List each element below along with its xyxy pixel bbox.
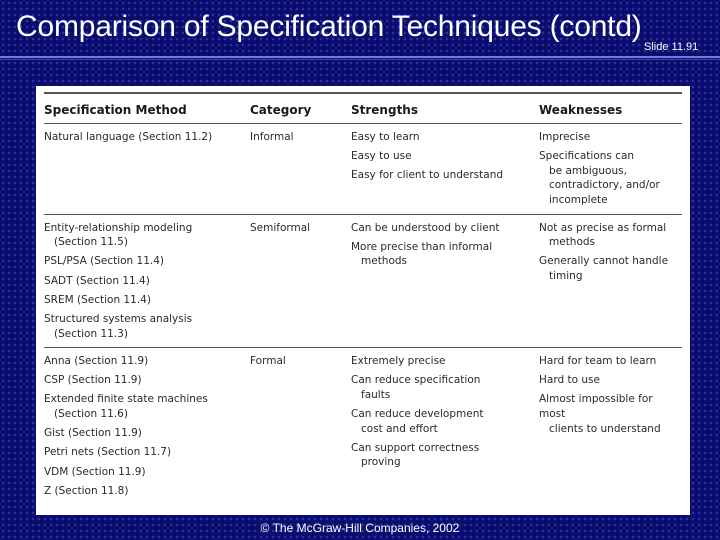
weakness-line: clients to understand bbox=[549, 422, 661, 435]
method-line: SADT (Section 11.4) bbox=[44, 274, 150, 287]
strength-item bbox=[351, 373, 539, 402]
method-line: Gist (Section 11.9) bbox=[44, 427, 142, 440]
strength-line: faults bbox=[361, 388, 391, 401]
weakness-line: Generally cannot handle bbox=[539, 255, 669, 268]
strength-line: Can reduce specification bbox=[351, 374, 481, 387]
weakness-line: Almost impossible for most bbox=[539, 393, 653, 421]
weakness-cell bbox=[539, 214, 682, 348]
strength-line: Can support correctness bbox=[351, 441, 480, 454]
weakness-line: Hard for team to learn bbox=[539, 355, 657, 368]
weakness-line: Not as precise as formal bbox=[539, 221, 667, 234]
method-item bbox=[44, 445, 250, 460]
method-line: VDM (Section 11.9) bbox=[44, 465, 146, 478]
title-rule bbox=[0, 56, 720, 58]
weakness-line: Hard to use bbox=[539, 374, 600, 387]
method-cell bbox=[44, 348, 250, 505]
title-rule-secondary bbox=[0, 59, 720, 60]
category-cell: Informal bbox=[250, 124, 351, 215]
weakness-cell bbox=[539, 348, 682, 505]
category-cell: Semiformal bbox=[250, 214, 351, 348]
strength-item bbox=[351, 168, 539, 183]
method-line: Z (Section 11.8) bbox=[44, 484, 129, 497]
weakness-item bbox=[539, 392, 682, 436]
method-cell bbox=[44, 124, 250, 215]
table-panel bbox=[36, 86, 690, 515]
weakness-item bbox=[539, 149, 682, 207]
method-line: PSL/PSA (Section 11.4) bbox=[44, 255, 165, 268]
header-row bbox=[44, 93, 682, 124]
weakness-line: be ambiguous, bbox=[549, 164, 627, 177]
weakness-line: contradictory, and/or bbox=[549, 179, 660, 192]
strength-item bbox=[351, 130, 539, 145]
strength-line: Easy to learn bbox=[351, 131, 420, 143]
method-item bbox=[44, 312, 250, 341]
strength-item bbox=[351, 149, 539, 164]
weakness-line: Specifications can bbox=[539, 150, 635, 163]
strength-line: More precise than informal bbox=[351, 240, 493, 253]
strength-item bbox=[351, 221, 539, 236]
strength-item bbox=[351, 441, 539, 470]
table-row bbox=[44, 214, 682, 348]
weakness-line: incomplete bbox=[549, 193, 608, 206]
method-line: (Section 11.5) bbox=[54, 236, 128, 249]
weakness-item bbox=[539, 354, 682, 369]
method-item bbox=[44, 426, 250, 441]
method-line: Petri nets (Section 11.7) bbox=[44, 446, 172, 459]
strength-line: Easy for client to understand bbox=[351, 169, 504, 182]
weakness-item bbox=[539, 221, 682, 250]
strength-line: proving bbox=[361, 456, 401, 469]
category-cell: Formal bbox=[250, 355, 286, 368]
method-line: Natural language (Section 11.2) bbox=[44, 131, 213, 143]
method-item bbox=[44, 373, 250, 388]
weakness-item bbox=[539, 373, 682, 388]
weakness-line: timing bbox=[549, 269, 583, 282]
method-item bbox=[44, 130, 250, 145]
weakness-item bbox=[539, 254, 682, 283]
header-strengths: Strengths bbox=[351, 93, 539, 124]
method-item bbox=[44, 221, 250, 250]
method-item bbox=[44, 293, 250, 308]
strength-line: Can reduce development bbox=[351, 408, 484, 421]
method-line: Structured systems analysis bbox=[44, 312, 193, 325]
table-row bbox=[44, 124, 682, 215]
method-item bbox=[44, 465, 250, 480]
method-item bbox=[44, 254, 250, 269]
weakness-line: methods bbox=[549, 236, 596, 249]
method-item bbox=[44, 392, 250, 421]
strength-line: Extremely precise bbox=[351, 355, 446, 368]
weakness-cell bbox=[539, 124, 682, 215]
header-specification-method: Specification Method bbox=[44, 93, 250, 124]
header-category: Category bbox=[250, 93, 351, 124]
strength-item bbox=[351, 354, 539, 369]
strength-line: methods bbox=[361, 255, 408, 268]
method-cell bbox=[44, 214, 250, 348]
strength-cell bbox=[351, 348, 539, 505]
table-row bbox=[44, 348, 682, 505]
method-line: (Section 11.3) bbox=[54, 327, 128, 340]
strength-item bbox=[351, 240, 539, 269]
method-line: (Section 11.6) bbox=[54, 408, 128, 421]
slide-number: Slide 11.91 bbox=[644, 41, 699, 53]
method-item bbox=[44, 354, 250, 369]
header-weaknesses: Weaknesses bbox=[539, 93, 682, 124]
method-line: SREM (Section 11.4) bbox=[44, 293, 151, 306]
method-line: Extended finite state machines bbox=[44, 393, 208, 406]
weakness-item bbox=[539, 130, 682, 145]
method-item bbox=[44, 484, 250, 499]
strength-cell bbox=[351, 124, 539, 215]
comparison-table bbox=[44, 92, 682, 504]
table-body bbox=[44, 124, 682, 505]
method-line: Anna (Section 11.9) bbox=[44, 355, 149, 368]
copyright-footer: © The McGraw-Hill Companies, 2002 bbox=[260, 521, 460, 535]
method-line: Entity-relationship modeling bbox=[44, 221, 193, 234]
strength-item bbox=[351, 407, 539, 436]
strength-line: Can be understood by client bbox=[351, 221, 500, 234]
method-line: CSP (Section 11.9) bbox=[44, 374, 142, 387]
method-item bbox=[44, 274, 250, 289]
weakness-line: Imprecise bbox=[539, 131, 591, 143]
strength-line: cost and effort bbox=[361, 422, 438, 435]
strength-line: Easy to use bbox=[351, 150, 412, 163]
slide-title: Comparison of Specification Techniques (contd) bbox=[16, 10, 642, 43]
strength-cell bbox=[351, 214, 539, 348]
